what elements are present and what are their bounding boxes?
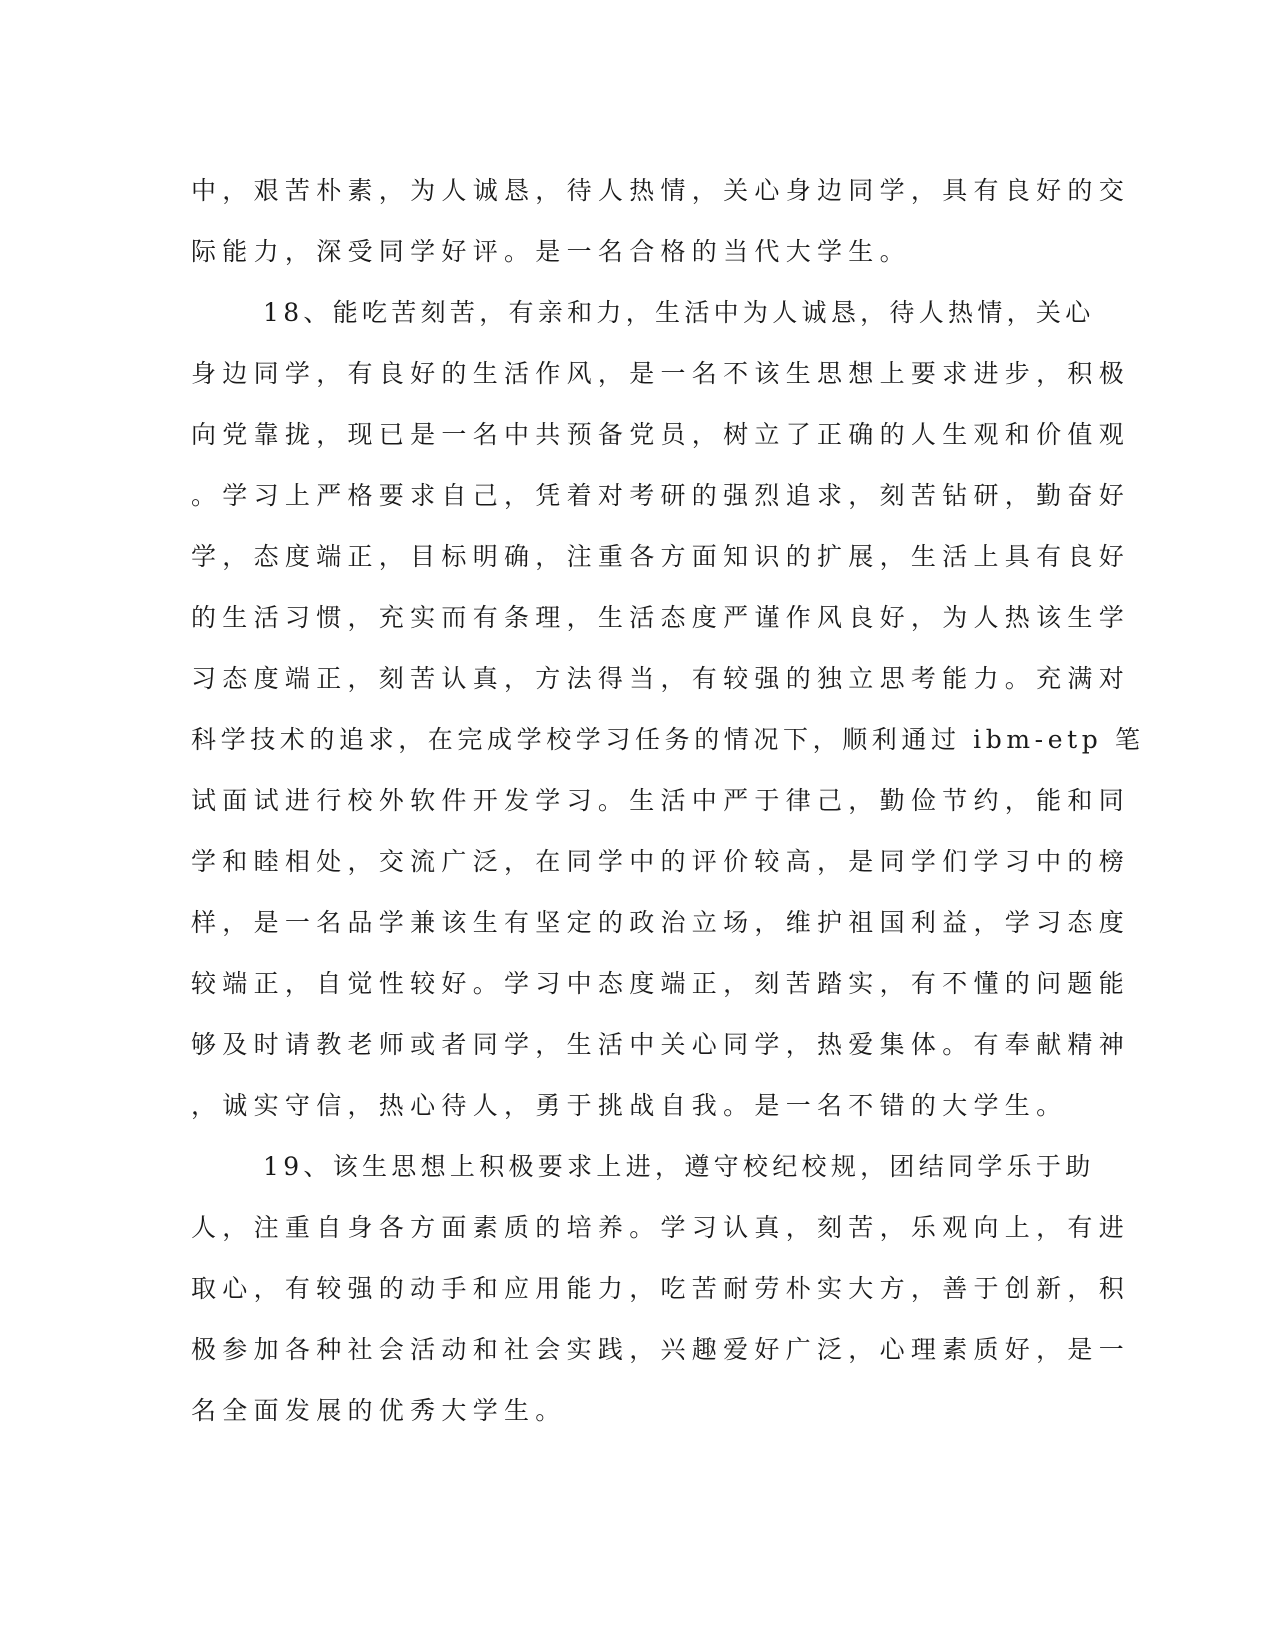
text-line: 中，艰苦朴素，为人诚恳，待人热情，关心身边同学，具有良好的交 [191, 176, 1131, 205]
text-line: 样，是一名品学兼该生有坚定的政治立场，维护祖国利益，学习态度 [191, 908, 1131, 937]
text-line: 学和睦相处，交流广泛，在同学中的评价较高，是同学们学习中的榜 [191, 847, 1131, 876]
text-line: ，诚实守信，热心待人，勇于挑战自我。是一名不错的大学生。 [191, 1091, 1068, 1120]
text-line: 向党靠拢，现已是一名中共预备党员，树立了正确的人生观和价值观 [191, 420, 1131, 449]
text-line: 人，注重自身各方面素质的培养。学习认真，刻苦，乐观向上，有进 [191, 1213, 1131, 1242]
text-line: 名全面发展的优秀大学生。 [191, 1396, 567, 1425]
body-text [191, 160, 1145, 1441]
text-line: 学，态度端正，目标明确，注重各方面知识的扩展，生活上具有良好 [191, 542, 1131, 571]
text-line: 取心，有较强的动手和应用能力，吃苦耐劳朴实大方，善于创新，积 [191, 1274, 1131, 1303]
paragraph-18 [191, 282, 1145, 1136]
text-line: 身边同学，有良好的生活作风，是一名不该生思想上要求进步，积极 [191, 359, 1131, 388]
text-line: 的生活习惯，充实而有条理，生活态度严谨作风良好，为人热该生学 [191, 603, 1131, 632]
text-line: 18、能吃苦刻苦，有亲和力，生活中为人诚恳，待人热情，关心 [263, 298, 1095, 327]
text-line: 较端正，自觉性较好。学习中态度端正，刻苦踏实，有不懂的问题能 [191, 969, 1131, 998]
text-line: 试面试进行校外软件开发学习。生活中严于律己，勤俭节约，能和同 [191, 786, 1131, 815]
text-line: 19、该生思想上积极要求上进，遵守校纪校规，团结同学乐于助 [263, 1152, 1095, 1181]
text-line: 。学习上严格要求自己，凭着对考研的强烈追求，刻苦钻研，勤奋好 [191, 481, 1131, 510]
paragraph-19 [191, 1136, 1131, 1441]
text-line: 际能力，深受同学好评。是一名合格的当代大学生。 [191, 237, 911, 266]
text-line: 够及时请教老师或者同学，生活中关心同学，热爱集体。有奉献精神 [191, 1030, 1131, 1059]
text-line: 习态度端正，刻苦认真，方法得当，有较强的独立思考能力。充满对 [191, 664, 1131, 693]
text-line: 极参加各种社会活动和社会实践，兴趣爱好广泛，心理素质好，是一 [191, 1335, 1131, 1364]
text-line: 科学技术的追求，在完成学校学习任务的情况下，顺利通过 ibm-etp 笔 [191, 725, 1145, 754]
paragraph-17-continued [191, 160, 1131, 282]
